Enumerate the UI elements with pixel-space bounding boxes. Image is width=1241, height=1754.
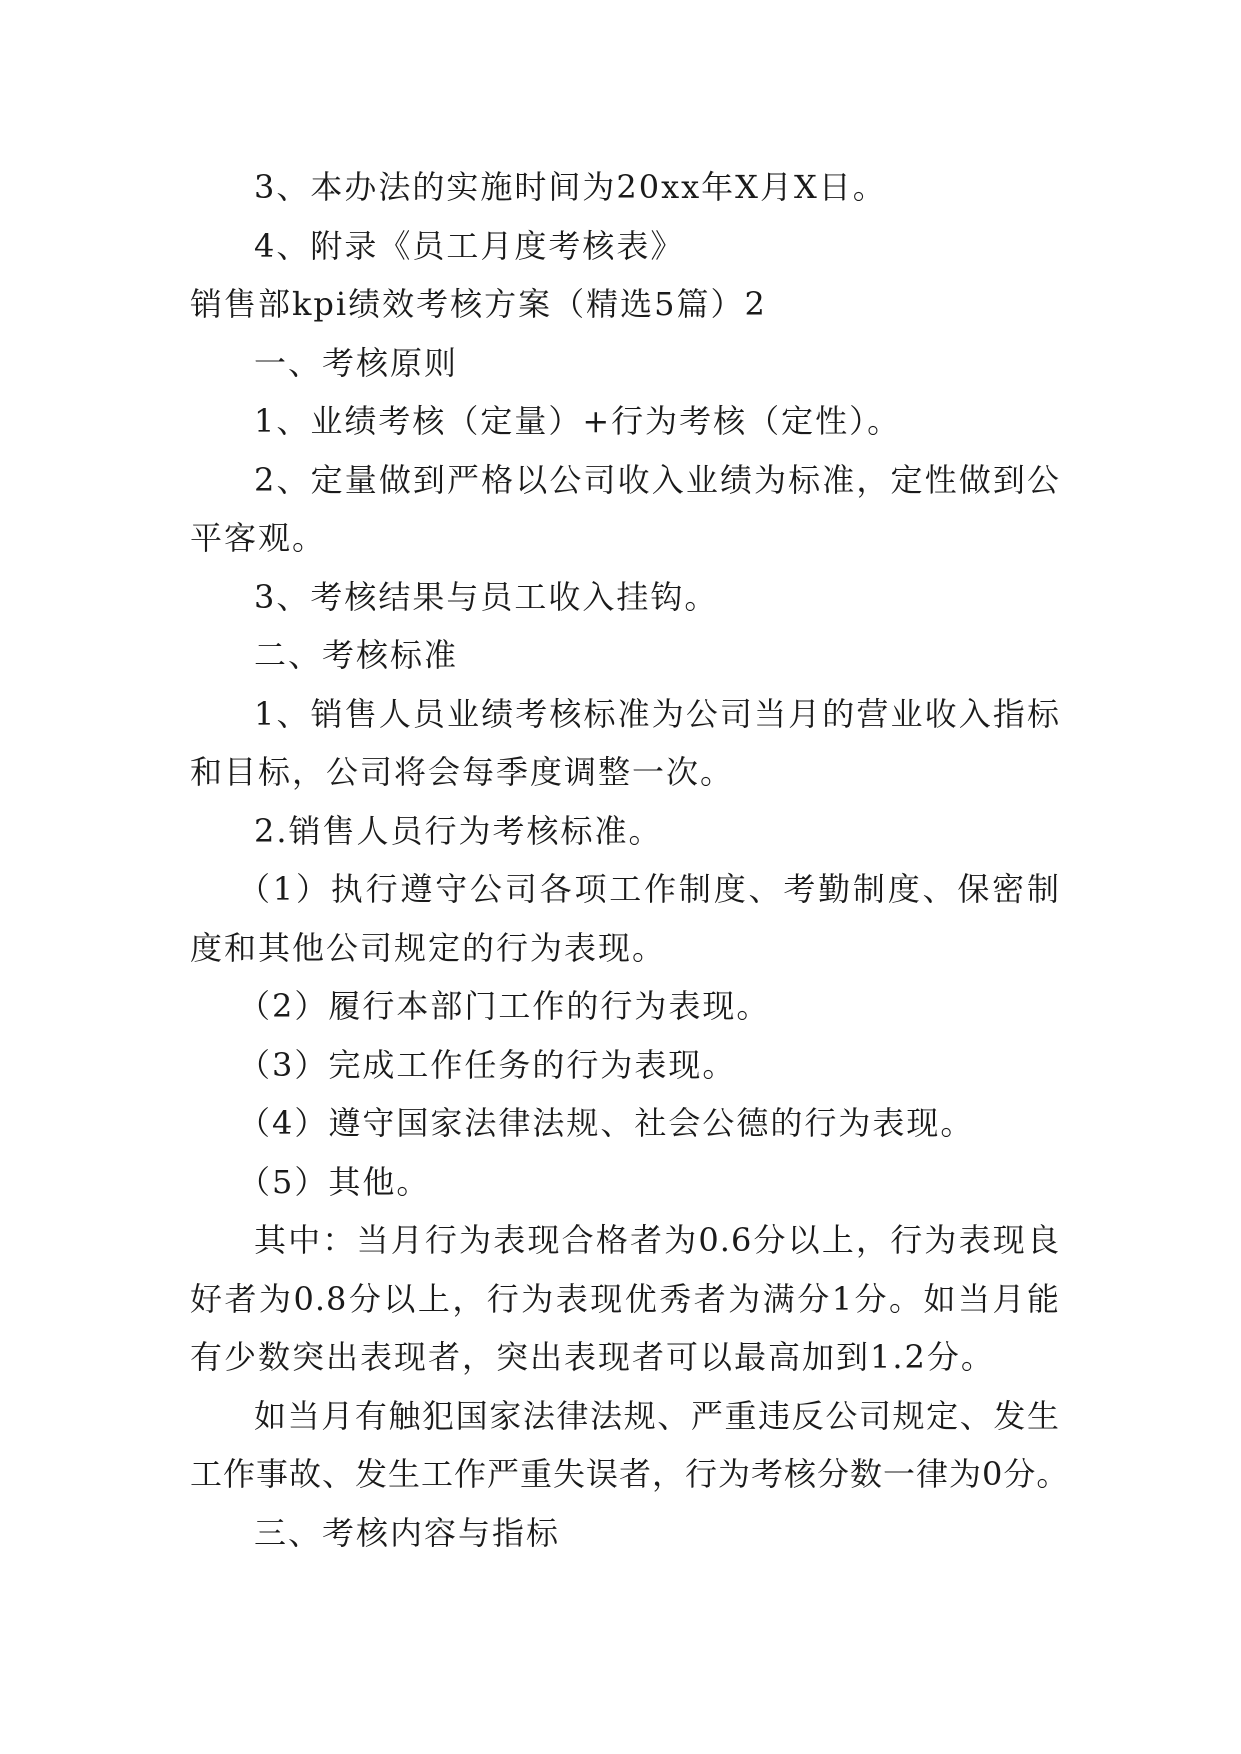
paragraph-line: 平客观。: [190, 519, 327, 557]
paragraph-line: 工作事故、发生工作严重失误者，行为考核分数一律为0分。: [190, 1455, 1070, 1493]
list-item-line: 度和其他公司规定的行为表现。: [190, 928, 667, 967]
paragraph-line: 其中：当月行为表现合格者为0.6分以上，行为表现良: [254, 1221, 1060, 1259]
list-item-line: （5）其他。: [238, 1162, 431, 1201]
paragraph-line: 1、销售人员业绩考核标准为公司当月的营业收入指标: [254, 694, 1060, 733]
paragraph-line: 好者为0.8分以上，行为表现优秀者为满分1分。如当月能: [190, 1279, 1060, 1318]
list-item-line: （1）执行遵守公司各项工作制度、考勤制度、保密制: [238, 870, 1060, 908]
paragraph-line: 2.销售人员行为考核标准。: [254, 811, 663, 850]
list-item-line: （3）完成工作任务的行为表现。: [238, 1045, 737, 1084]
paragraph-line: 如当月有触犯国家法律法规、严重违反公司规定、发生: [254, 1396, 1060, 1435]
section-title: 销售部kpi绩效考核方案（精选5篇）2: [190, 285, 767, 323]
document-body: [190, 158, 1070, 1562]
heading-line: 三、考核内容与指标: [254, 1513, 561, 1552]
paragraph-line: 有少数突出表现者，突出表现者可以最高加到1.2分。: [190, 1338, 995, 1376]
heading-line: 二、考核标准: [254, 636, 459, 674]
paragraph-line: 3、考核结果与员工收入挂钩。: [254, 577, 719, 616]
paragraph-line: 和目标，公司将会每季度调整一次。: [190, 753, 735, 791]
paragraph-line: 1、业绩考核（定量）+行为考核（定性）。: [254, 402, 902, 440]
paragraph-line: 3、本办法的实施时间为20xx年X月X日。: [254, 168, 887, 206]
paragraph-line: 4、附录《员工月度考核表》: [254, 226, 685, 265]
heading-line: 一、考核原则: [254, 343, 459, 382]
paragraph-line: 2、定量做到严格以公司收入业绩为标准，定性做到公: [254, 460, 1060, 499]
list-item-line: （4）遵守国家法律法规、社会公德的行为表现。: [238, 1104, 975, 1142]
list-item-line: （2）履行本部门工作的行为表现。: [238, 987, 771, 1025]
